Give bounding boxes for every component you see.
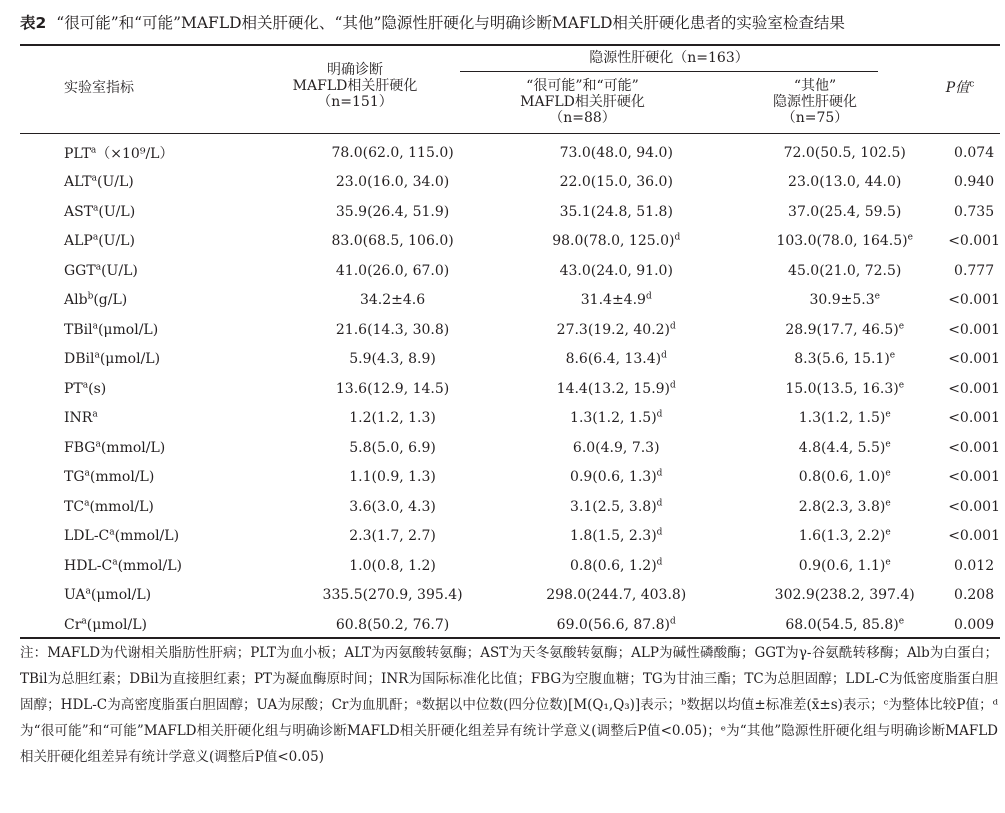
value-p: 0.777 — [954, 262, 995, 279]
cell-indicator — [20, 610, 294, 640]
indicator-unit: (μmol/L) — [90, 587, 152, 604]
value-probable: 73.0(48.0, 94.0) — [559, 144, 673, 161]
indicator-sup: a — [93, 203, 99, 214]
value-probable: 3.1(2.5, 3.8) — [570, 498, 657, 515]
cell-definite — [294, 610, 491, 640]
header-cryptogenic-group: 隐源性肝硬化（n=163） — [589, 50, 749, 66]
indicator-name: Alb — [64, 292, 88, 309]
cell-probable — [491, 286, 741, 316]
cell-p-value — [948, 138, 1000, 168]
cell-indicator — [20, 522, 294, 552]
cell-p-value — [948, 610, 1000, 640]
value-other: 72.0(50.5, 102.5) — [783, 144, 906, 161]
table-row — [20, 138, 1000, 168]
value-other: 1.6(1.3, 2.2) — [798, 528, 886, 545]
indicator-name: FBG — [64, 439, 96, 456]
value-other: 302.9(238.2, 397.4) — [774, 587, 915, 604]
value-p: <0.001 — [948, 321, 1000, 338]
indicator-unit: (μmol/L) — [86, 616, 147, 633]
cell-p-value — [948, 345, 1000, 375]
bottom-rule — [20, 637, 1000, 639]
cell-p-value — [948, 374, 1000, 404]
cell-indicator — [20, 581, 294, 611]
value-definite: 1.2(1.2, 1.3) — [349, 410, 436, 427]
indicator-sup: a — [84, 498, 90, 509]
cell-probable — [491, 610, 741, 640]
value-other: 1.3(1.2, 1.5) — [798, 410, 886, 427]
table-row — [20, 315, 1000, 345]
value-probable: 27.3(19.2, 40.2) — [556, 321, 671, 338]
cell-definite — [294, 227, 491, 257]
value-definite: 2.3(1.7, 2.7) — [349, 528, 436, 545]
probable-sup: d — [645, 291, 652, 302]
table-row — [20, 286, 1000, 316]
indicator-name: LDL-C — [64, 528, 110, 545]
cell-indicator — [20, 492, 294, 522]
other-sup: e — [898, 616, 905, 627]
table-row — [20, 610, 1000, 640]
table-row — [20, 433, 1000, 463]
indicator-sup: a — [91, 173, 97, 184]
indicator-unit: (μmol/L) — [97, 321, 159, 338]
value-other: 37.0(25.4, 59.5) — [788, 203, 902, 220]
cell-other — [741, 522, 948, 552]
indicator-unit: (mmol/L) — [89, 469, 155, 486]
cell-probable — [491, 138, 741, 168]
header-definite: 明确诊断 MAFLD相关肝硬化 （n=151） — [292, 62, 418, 110]
cell-probable — [491, 404, 741, 434]
indicator-name: TBil — [64, 321, 93, 338]
cell-definite — [294, 197, 491, 227]
cell-indicator — [20, 374, 294, 404]
other-sup: e — [885, 439, 891, 450]
indicator-unit: (s) — [88, 380, 107, 397]
value-definite: 41.0(26.0, 67.0) — [335, 262, 450, 279]
value-definite: 335.5(270.9, 395.4) — [322, 587, 463, 604]
cell-p-value — [948, 197, 1000, 227]
value-p: 0.208 — [954, 587, 995, 604]
cell-probable — [491, 256, 741, 286]
other-sup: e — [885, 557, 891, 568]
table-row — [20, 374, 1000, 404]
cell-other — [741, 374, 948, 404]
cell-definite — [294, 404, 491, 434]
other-sup: e — [885, 527, 891, 538]
value-definite: 1.1(0.9, 1.3) — [349, 469, 436, 486]
cell-p-value — [948, 227, 1000, 257]
cell-probable — [491, 581, 741, 611]
indicator-sup: a — [92, 321, 98, 332]
indicator-sup: b — [87, 291, 94, 302]
cell-definite — [294, 374, 491, 404]
other-sup: e — [874, 291, 880, 302]
table-row — [20, 404, 1000, 434]
probable-sup: d — [670, 321, 676, 332]
value-definite: 34.2±4.6 — [359, 292, 426, 309]
cell-indicator — [20, 138, 294, 168]
value-definite: 13.6(12.9, 14.5) — [335, 380, 450, 397]
cell-definite — [294, 345, 491, 375]
value-definite: 5.8(5.0, 6.9) — [349, 439, 436, 456]
table-row — [20, 551, 1000, 581]
value-definite: 83.0(68.5, 106.0) — [331, 233, 454, 250]
indicator-sup: a — [84, 468, 90, 479]
cell-definite — [294, 433, 491, 463]
value-other: 15.0(13.5, 16.3) — [785, 380, 899, 397]
probable-sup: d — [661, 350, 667, 361]
indicator-name: HDL-C — [64, 557, 113, 574]
table-footnote: 注：MAFLD为代谢相关脂肪性肝病；PLT为血小板；ALT为丙氨酸转氨酶；AST为天冬氨酸转氨酶；ALP为碱性磷酸酶；GGT为γ-谷氨酰转移酶；Alb为白蛋白；TBil为总胆红素；DBil为直接胆红素；PT为凝血酶原时间；INR为国际标准化比值；FBG为空腹血糖；TG为甘油三酯；TC为总胆固醇；LDL-C为低密度脂蛋白胆固醇；HDL-C为高密度脂蛋白胆固醇；UA为尿酸；Cr为血肌酐；ᵃ数据以中位数(四分位数)[M(Q₁,Q₃)]表示；ᵇ数据以均值±标准差(x̄±s)表示；ᶜ为整体比较P值；ᵈ为“很可能”和“可能”MAFLD相关肝硬化组与明确诊断MAFLD相关肝硬化组差异有统计学意义(调整后P值<0.05)；ᵉ为“其他”隐源性肝硬化组与明确诊断MAFLD相关肝硬化组差异有统计学意义(调整后P值<0.05) — [20, 645, 998, 765]
indicator-name: Cr — [64, 616, 82, 633]
cell-other — [741, 492, 948, 522]
cell-other — [741, 227, 948, 257]
header-p-value: P值$^c$ — [945, 79, 975, 96]
cell-p-value — [948, 433, 1000, 463]
cell-indicator — [20, 551, 294, 581]
cell-other — [741, 197, 948, 227]
value-definite: 78.0(62.0, 115.0) — [331, 144, 454, 161]
value-probable: 69.0(56.6, 87.8) — [556, 616, 671, 633]
value-definite: 3.6(3.0, 4.3) — [349, 498, 436, 515]
cell-indicator — [20, 315, 294, 345]
cell-indicator — [20, 168, 294, 198]
indicator-unit: (U/L) — [101, 262, 138, 279]
cell-definite — [294, 138, 491, 168]
probable-sup: d — [656, 557, 663, 568]
cell-other — [741, 551, 948, 581]
value-p: <0.001 — [948, 439, 1000, 456]
cell-other — [741, 315, 948, 345]
indicator-name: TC — [64, 498, 85, 515]
table-row — [20, 463, 1000, 493]
cell-indicator — [20, 345, 294, 375]
cell-definite — [294, 522, 491, 552]
header-other: “其他” 隐源性肝硬化 （n=75） — [773, 78, 857, 126]
value-probable: 98.0(78.0, 125.0) — [552, 233, 675, 250]
indicator-sup: a — [81, 616, 87, 627]
indicator-sup: a — [92, 232, 99, 243]
indicator-name: PT — [64, 380, 83, 397]
value-definite: 21.6(14.3, 30.8) — [335, 321, 450, 338]
probable-sup: d — [656, 409, 663, 420]
value-probable: 1.3(1.2, 1.5) — [570, 410, 657, 427]
indicator-unit: (mmol/L) — [89, 498, 154, 515]
indicator-name: ALP — [64, 233, 93, 250]
value-definite: 60.8(50.2, 76.7) — [335, 616, 450, 633]
cell-definite — [294, 286, 491, 316]
cell-p-value — [948, 168, 1000, 198]
cell-probable — [491, 345, 741, 375]
indicator-name: AST — [64, 203, 94, 220]
value-p: 0.735 — [954, 203, 995, 220]
cell-indicator — [20, 404, 294, 434]
cell-probable — [491, 168, 741, 198]
cell-other — [741, 345, 948, 375]
indicator-unit: (μmol/L) — [99, 351, 161, 368]
value-definite: 5.9(4.3, 8.9) — [349, 351, 436, 368]
cell-p-value — [948, 315, 1000, 345]
cell-indicator — [20, 433, 294, 463]
cell-p-value — [948, 522, 1000, 552]
indicator-unit: (g/L) — [93, 292, 128, 309]
indicator-name: GGT — [64, 262, 96, 279]
value-probable: 14.4(13.2, 15.9) — [556, 380, 671, 397]
cell-indicator — [20, 286, 294, 316]
indicator-sup: a — [112, 557, 118, 568]
indicator-name: DBil — [64, 351, 95, 368]
cell-other — [741, 404, 948, 434]
cell-indicator — [20, 197, 294, 227]
indicator-name: INR — [64, 410, 93, 427]
header-probable: “很可能”和“可能” MAFLD相关肝硬化 （n=88） — [520, 78, 645, 126]
value-p: <0.001 — [948, 498, 1000, 515]
cell-other — [741, 286, 948, 316]
value-probable: 6.0(4.9, 7.3) — [572, 439, 660, 456]
value-probable: 43.0(24.0, 91.0) — [559, 262, 673, 279]
value-other: 0.9(0.6, 1.1) — [798, 557, 886, 574]
indicator-sup: a — [109, 527, 115, 538]
value-p: 0.012 — [954, 557, 995, 574]
cell-p-value — [948, 463, 1000, 493]
table-row — [20, 256, 1000, 286]
cell-p-value — [948, 581, 1000, 611]
value-probable: 22.0(15.0, 36.0) — [559, 174, 673, 191]
indicator-sup: a — [90, 145, 97, 156]
cell-other — [741, 581, 948, 611]
other-sup: e — [898, 321, 905, 332]
cell-p-value — [948, 286, 1000, 316]
table-row — [20, 492, 1000, 522]
indicator-unit: （×10⁹/L） — [96, 145, 174, 162]
cell-probable — [491, 197, 741, 227]
probable-sup: d — [670, 380, 676, 391]
cell-probable — [491, 522, 741, 552]
value-probable: 0.8(0.6, 1.2) — [570, 557, 657, 574]
probable-sup: d — [670, 616, 676, 627]
value-other: 28.9(17.7, 46.5) — [785, 321, 899, 338]
cell-probable — [491, 492, 741, 522]
results-table — [20, 138, 1000, 640]
cell-p-value — [948, 492, 1000, 522]
cell-p-value — [948, 404, 1000, 434]
cell-definite — [294, 256, 491, 286]
value-p: <0.001 — [948, 351, 1000, 368]
indicator-unit: (mmol/L) — [117, 557, 182, 574]
cell-other — [741, 256, 948, 286]
indicator-unit: (mmol/L) — [114, 528, 180, 545]
cell-p-value — [948, 551, 1000, 581]
value-probable: 1.8(1.5, 2.3) — [570, 528, 657, 545]
value-p: <0.001 — [948, 469, 1000, 486]
indicator-name: UA — [64, 587, 86, 604]
cell-probable — [491, 374, 741, 404]
cell-indicator — [20, 256, 294, 286]
other-sup: e — [885, 409, 891, 420]
cell-other — [741, 168, 948, 198]
indicator-sup: a — [95, 262, 102, 273]
table-row — [20, 522, 1000, 552]
indicator-unit: (U/L) — [98, 203, 136, 220]
value-probable: 0.9(0.6, 1.3) — [570, 469, 657, 486]
top-rule — [20, 44, 1000, 46]
value-other: 0.8(0.6, 1.0) — [798, 469, 886, 486]
cell-definite — [294, 463, 491, 493]
value-probable: 298.0(244.7, 403.8) — [546, 587, 687, 604]
value-p: <0.001 — [948, 380, 1000, 397]
value-other: 23.0(13.0, 44.0) — [788, 174, 902, 191]
cell-definite — [294, 492, 491, 522]
table-row — [20, 345, 1000, 375]
table-title: “很可能”和“可能”MAFLD相关肝硬化、“其他”隐源性肝硬化与明确诊断MAFLD相关肝硬化患者的实验室检查结果 — [56, 14, 845, 32]
other-sup: e — [907, 232, 913, 243]
cell-other — [741, 610, 948, 640]
value-definite: 23.0(16.0, 34.0) — [335, 174, 450, 191]
table-row — [20, 581, 1000, 611]
value-p: <0.001 — [948, 528, 1000, 545]
cell-probable — [491, 433, 741, 463]
table-row — [20, 197, 1000, 227]
value-p: 0.074 — [954, 144, 995, 161]
cell-definite — [294, 551, 491, 581]
cell-other — [741, 463, 948, 493]
value-p: 0.940 — [954, 174, 995, 191]
indicator-unit: (U/L) — [96, 174, 134, 191]
indicator-sup: a — [82, 380, 89, 391]
value-p: 0.009 — [954, 616, 995, 633]
cell-probable — [491, 551, 741, 581]
probable-sup: d — [656, 498, 663, 509]
value-probable: 31.4±4.9 — [580, 292, 646, 309]
other-sup: e — [885, 468, 891, 479]
value-probable: 35.1(24.8, 51.8) — [559, 203, 673, 220]
header-rule — [20, 133, 1000, 134]
indicator-name: ALT — [64, 174, 92, 191]
probable-sup: d — [674, 232, 681, 243]
value-other: 4.8(4.4, 5.5) — [798, 439, 886, 456]
indicator-sup: a — [85, 586, 91, 597]
value-other: 2.8(2.3, 3.8) — [798, 498, 886, 515]
table-number: 表2 — [20, 14, 47, 32]
table-row — [20, 168, 1000, 198]
cell-definite — [294, 315, 491, 345]
other-sup: e — [889, 350, 896, 361]
value-other: 68.0(54.5, 85.8) — [785, 616, 899, 633]
cell-probable — [491, 227, 741, 257]
probable-sup: d — [656, 468, 663, 479]
value-other: 103.0(78.0, 164.5) — [776, 233, 908, 250]
value-p: <0.001 — [948, 233, 1000, 250]
cell-p-value — [948, 256, 1000, 286]
value-probable: 8.6(6.4, 13.4) — [565, 351, 662, 368]
table-caption — [20, 12, 1000, 34]
value-other: 30.9±5.3 — [809, 292, 875, 309]
value-definite: 1.0(0.8, 1.2) — [349, 557, 436, 574]
cell-probable — [491, 463, 741, 493]
cell-other — [741, 433, 948, 463]
indicator-unit: (mmol/L) — [100, 439, 166, 456]
cell-indicator — [20, 227, 294, 257]
value-definite: 35.9(26.4, 51.9) — [335, 203, 450, 220]
value-other: 8.3(5.6, 15.1) — [794, 351, 890, 368]
other-sup: e — [885, 498, 891, 509]
group-subrule — [460, 71, 878, 72]
cell-probable — [491, 315, 741, 345]
indicator-name: TG — [64, 469, 85, 486]
indicator-sup: a — [92, 409, 98, 420]
indicator-sup: a — [94, 350, 100, 361]
value-other: 45.0(21.0, 72.5) — [788, 262, 902, 279]
cell-definite — [294, 168, 491, 198]
table-row — [20, 227, 1000, 257]
value-p: <0.001 — [948, 410, 1000, 427]
cell-indicator — [20, 463, 294, 493]
header-indicator: 实验室指标 — [64, 80, 134, 96]
indicator-name: PLT — [64, 145, 91, 162]
value-p: <0.001 — [948, 292, 1000, 309]
cell-definite — [294, 581, 491, 611]
cell-other — [741, 138, 948, 168]
indicator-unit: (U/L) — [98, 233, 135, 250]
indicator-sup: a — [95, 439, 101, 450]
probable-sup: d — [656, 527, 663, 538]
other-sup: e — [898, 380, 905, 391]
